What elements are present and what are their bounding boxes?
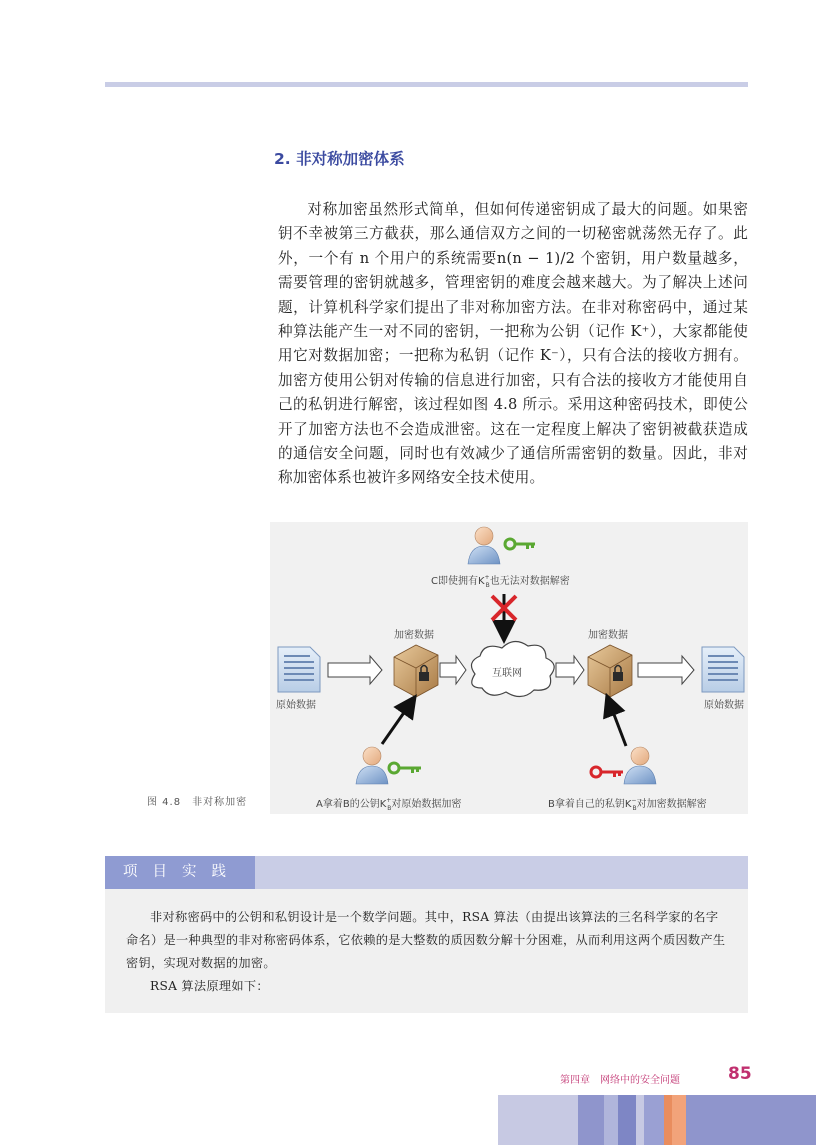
person-c-icon — [468, 527, 500, 564]
project-paragraph: RSA 算法原理如下： — [150, 979, 269, 993]
document-icon-left — [278, 647, 320, 692]
person-a-icon — [356, 747, 388, 784]
label-encrypted-data-right: 加密数据 — [588, 630, 628, 641]
public-key-icon — [505, 539, 535, 549]
person-b-icon — [624, 747, 656, 784]
footer-decoration — [0, 1095, 816, 1145]
asymmetric-encryption-diagram — [270, 522, 748, 814]
label-sender-a: A拿着B的公钥K+ B对原始数据加密 — [316, 797, 462, 812]
label-original-data-left: 原始数据 — [276, 700, 316, 711]
label-receiver-b: B拿着自己的私钥K− B对加密数据解密 — [548, 797, 707, 812]
encrypted-box-icon-left — [394, 645, 438, 697]
public-key-icon — [389, 763, 421, 773]
arrow-internet-to-encrypted — [556, 656, 584, 684]
body-paragraph — [278, 198, 748, 491]
document-icon-right — [702, 647, 744, 692]
top-rule — [105, 82, 748, 87]
label-attacker: C即使拥有K+ B也无法对数据解密 — [431, 574, 570, 589]
arrow-a-to-box — [382, 704, 410, 744]
arrow-encrypted-to-internet — [440, 656, 466, 684]
project-paragraph: 非对称密码中的公钥和私钥设计是一个数学问题。其中，RSA 算法（由提出该算法的三名科学家的名字命名）是一种典型的非对称密码体系，它依赖的是大整数的质因数分解十分困难，从而利用这两个质因数产生密钥，实现对数据的加密。 — [126, 910, 726, 970]
encrypted-box-icon-right — [588, 645, 632, 697]
private-key-icon — [591, 767, 623, 777]
section-title: 2. 非对称加密体系 — [274, 150, 405, 168]
figure-caption: 图 4.8 非对称加密 — [147, 797, 248, 808]
arrow-b-to-box — [610, 704, 626, 746]
arrow-decrypted-to-original — [638, 656, 694, 684]
page-number: 85 — [728, 1064, 752, 1084]
arrow-original-to-encrypted — [328, 656, 382, 684]
project-practice-text — [126, 906, 730, 998]
chapter-footer: 第四章 网络中的安全问题 — [560, 1075, 680, 1086]
project-practice-heading: 项目实践 — [105, 856, 255, 889]
label-internet: 互联网 — [492, 668, 522, 679]
body-paragraph-text: 对称加密虽然形式简单，但如何传递密钥成了最大的问题。如果密钥不幸被第三方截获，那么通信双方之间的一切秘密就荡然无存了。此外，一个有 n 个用户的系统需要n(n − 1)/2 个密钥，用户数量越多，需要管理的密钥就越多，管理密钥的难度会越来越大。为了解决上述问题，计算机科学家们提出了非对称加密方法。在非对称密码中，通过某种算法能产生一对不同的密钥，一把称为公钥（记作 K⁺），大家都能使用它对数据加密；一把称为私钥（记作 K⁻），只有合法的接收方拥有。加密方使用公钥对传输的信息进行加密，只有合法的接收方才能使用自己的私钥进行解密，该过程如图 4.8 所示。采用这种密码技术，即使公开了加密方法也不会造成泄密。这在一定程度上解决了密钥被截获造成的通信安全问题，同时也有效减少了通信所需密钥的数量。因此，非对称加密体系也被许多网络安全技术使用。 — [278, 201, 748, 487]
label-encrypted-data-left: 加密数据 — [394, 630, 434, 641]
label-original-data-right: 原始数据 — [704, 700, 744, 711]
